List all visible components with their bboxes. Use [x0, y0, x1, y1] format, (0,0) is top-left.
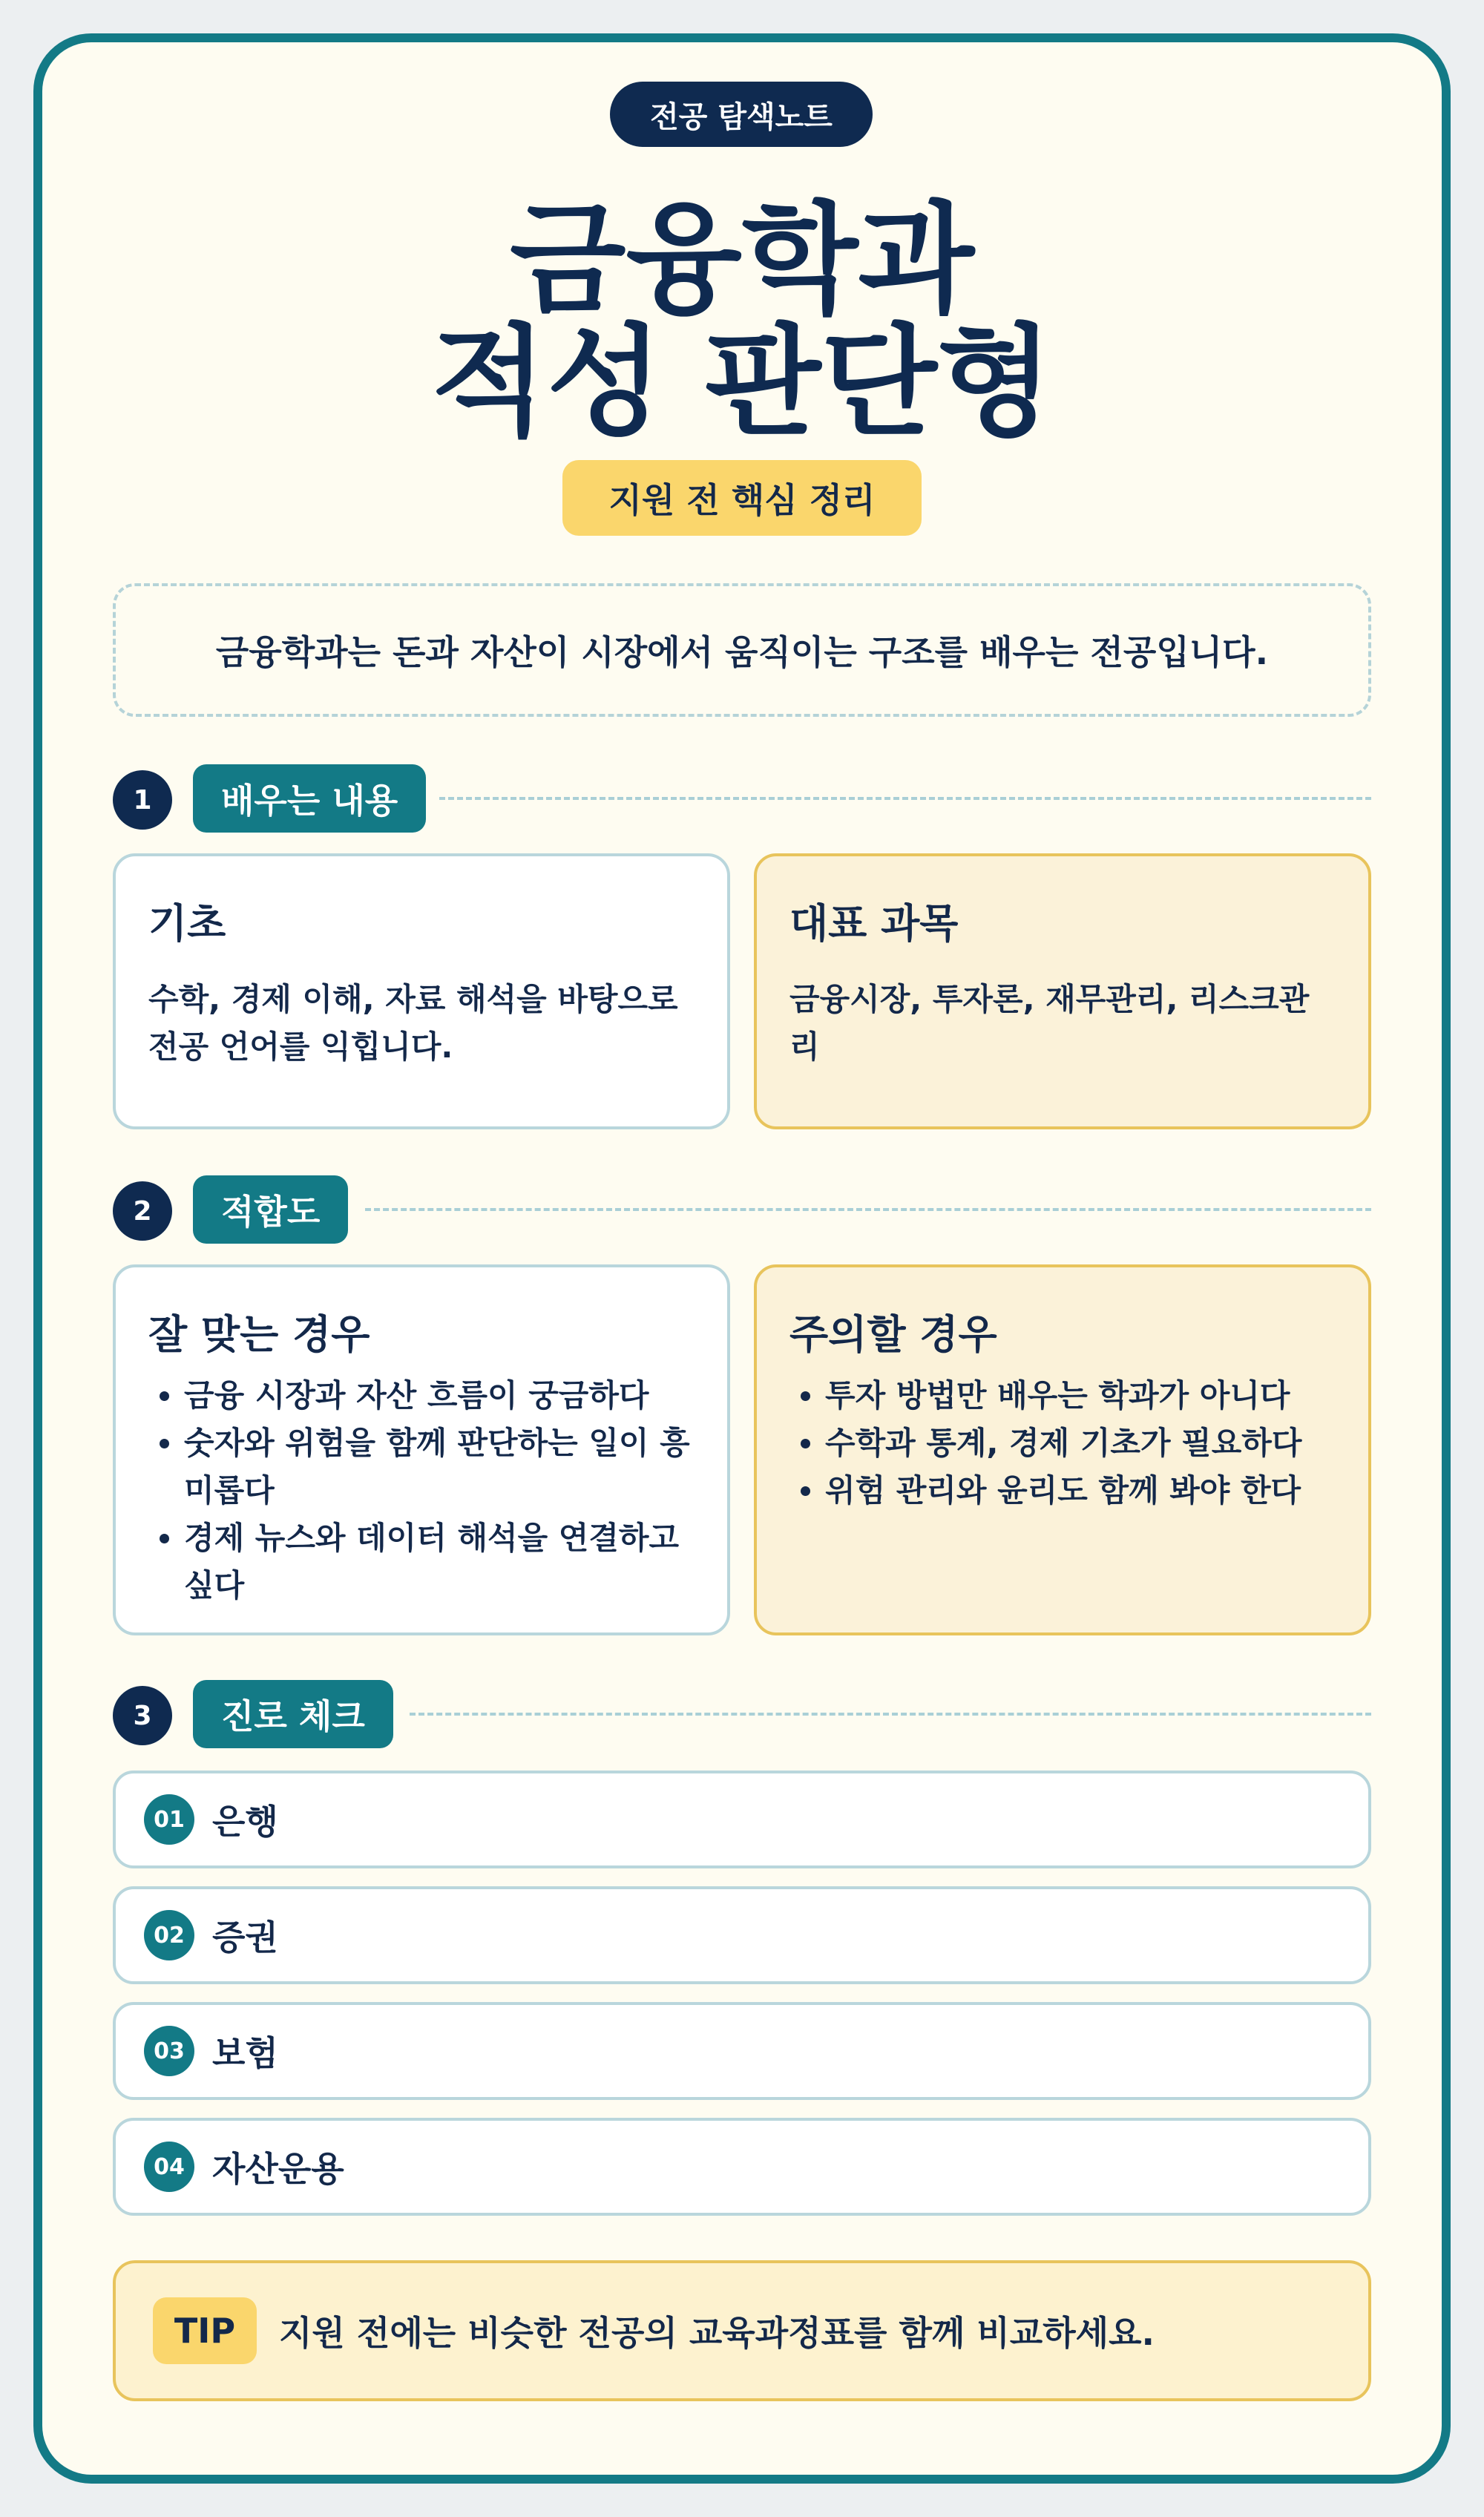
- box-title: 기초: [148, 900, 226, 947]
- section-label: 적합도: [193, 1175, 348, 1244]
- section-number: 2: [113, 1181, 172, 1241]
- basics-box: [113, 853, 730, 1129]
- list-item: • 수학과 통계, 경제 기초가 필요하다: [825, 1420, 1336, 1467]
- section-header-1: [113, 764, 1371, 833]
- intro-text: 금융학과는 돈과 자산이 시장에서 움직이는 구조를 배우는 전공입니다.: [215, 632, 1269, 672]
- career-item-bank: [113, 1771, 1371, 1868]
- item-number: 04: [144, 2142, 194, 2192]
- section-divider: [410, 1713, 1371, 1716]
- section-number: 1: [113, 770, 172, 830]
- list-item: • 경제 뉴스와 데이터 해석을 연결하고 싶다: [184, 1515, 695, 1609]
- caution-box: [754, 1264, 1371, 1635]
- item-number: 01: [144, 1794, 194, 1845]
- subtitle-badge: 지원 전 핵심 정리: [562, 460, 922, 536]
- career-item-asset-management: [113, 2118, 1371, 2216]
- item-number: 03: [144, 2026, 194, 2076]
- box-text: 수학, 경제 이해, 자료 해석을 바탕으로 전공 언어를 익힙니다.: [148, 981, 678, 1065]
- section-label: 진로 체크: [193, 1680, 393, 1748]
- career-item-insurance: [113, 2002, 1371, 2100]
- intro-box: [113, 583, 1371, 717]
- list-item: • 투자 방법만 배우는 학과가 아니다: [825, 1372, 1336, 1420]
- tip-badge: TIP: [153, 2297, 257, 2364]
- box-text: 금융시장, 투자론, 재무관리, 리스크관리: [789, 981, 1310, 1065]
- header-badge: 전공 탐색노트: [610, 82, 873, 147]
- section-header-2: [113, 1175, 1371, 1244]
- section-header-3: [113, 1680, 1371, 1748]
- box-title: 잘 맞는 경우: [148, 1311, 370, 1358]
- item-label: 은행: [212, 1802, 278, 1842]
- box-title: 주의할 경우: [789, 1311, 997, 1358]
- box-title: 대표 과목: [789, 900, 959, 947]
- page-title-line2: 적성 판단형: [430, 313, 1054, 453]
- list-item: • 숫자와 위험을 함께 판단하는 일이 흥미롭다: [184, 1420, 695, 1515]
- caution-list: [789, 1372, 1336, 1515]
- item-number: 02: [144, 1910, 194, 1960]
- good-fit-box: [113, 1264, 730, 1635]
- courses-box: [754, 853, 1371, 1129]
- list-item: • 위험 관리와 윤리도 함께 봐야 한다: [825, 1467, 1336, 1515]
- good-fit-list: [148, 1372, 695, 1609]
- page-title-line1: 금융학과: [510, 191, 974, 330]
- career-item-securities: [113, 1886, 1371, 1984]
- tip-box: [113, 2260, 1371, 2401]
- list-item: • 금융 시장과 자산 흐름이 궁금하다: [184, 1372, 695, 1420]
- section-divider: [439, 797, 1371, 800]
- item-label: 증권: [212, 1917, 278, 1958]
- section-number: 3: [113, 1686, 172, 1745]
- item-label: 자산운용: [212, 2149, 344, 2189]
- tip-text: 지원 전에는 비슷한 전공의 교육과정표를 함께 비교하세요.: [279, 2313, 1155, 2353]
- section-divider: [365, 1208, 1371, 1211]
- item-label: 보험: [212, 2033, 278, 2073]
- section-label: 배우는 내용: [193, 764, 426, 833]
